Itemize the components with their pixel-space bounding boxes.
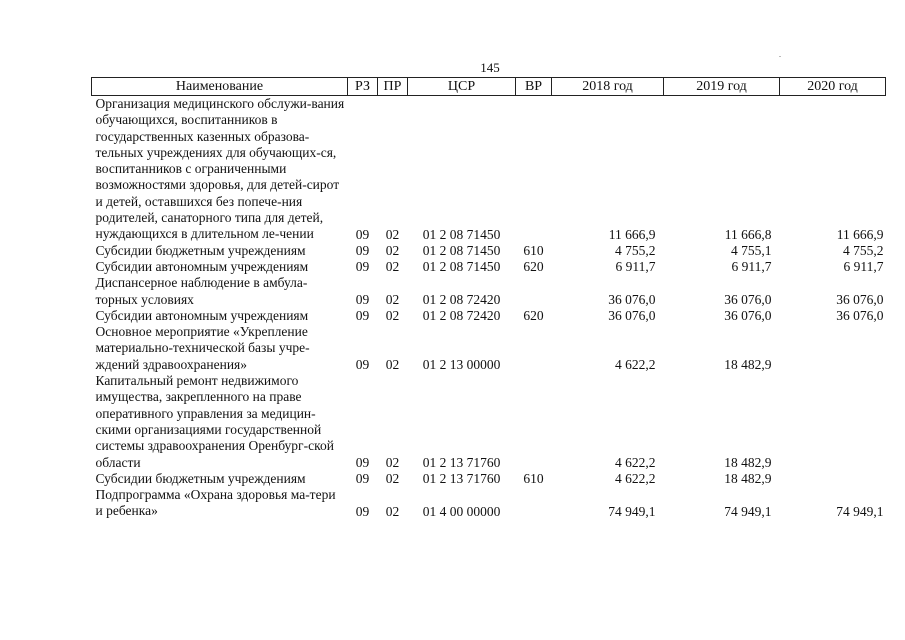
row-2018: 36 076,0 xyxy=(608,291,656,307)
row-csr: 01 2 08 71450 xyxy=(422,259,501,275)
row-2020: 74 949,1 xyxy=(836,503,884,519)
row-2019: 18 482,9 xyxy=(724,471,772,487)
row-rz: 09 xyxy=(355,242,370,258)
row-2019: 6 911,7 xyxy=(731,259,772,275)
row-2018: 36 076,0 xyxy=(608,308,656,324)
row-2019: 18 482,9 xyxy=(724,454,772,470)
table-row xyxy=(92,324,886,373)
row-2019: 36 076,0 xyxy=(724,308,772,324)
header-pr: ПР xyxy=(378,78,408,96)
row-pr: 02 xyxy=(385,471,400,487)
table-row xyxy=(92,275,886,308)
row-csr: 01 2 08 71450 xyxy=(422,242,501,258)
row-csr: 01 2 13 71760 xyxy=(422,454,501,470)
row-name: Организация медицинского обслужи-вания обучающихся, воспитанников в государственных казенных образова-тельных учреждениях для обучающих-ся, воспитанников с ограниченными возможностями здоровья, для детей-сирот и детей, оставшихся без попече-ния родителей, санаторного типа для детей, нуждающихся в длительном ле-чении xyxy=(95,96,345,242)
row-pr: 02 xyxy=(385,291,400,307)
table-row xyxy=(92,259,886,275)
row-csr: 01 2 13 00000 xyxy=(422,357,501,373)
row-2019: 36 076,0 xyxy=(724,291,772,307)
row-pr: 02 xyxy=(385,242,400,258)
table-row xyxy=(92,487,886,520)
row-pr: 02 xyxy=(385,308,400,324)
table-row xyxy=(92,308,886,324)
row-rz: 09 xyxy=(355,503,370,519)
row-pr: 02 xyxy=(385,357,400,373)
header-2020: 2020 год xyxy=(780,78,886,96)
row-csr: 01 4 00 00000 xyxy=(422,503,501,519)
row-vr: 620 xyxy=(523,259,544,275)
header-name: Наименование xyxy=(92,78,348,96)
header-csr: ЦСР xyxy=(408,78,516,96)
row-2018: 4 622,2 xyxy=(615,454,656,470)
row-2019: 11 666,8 xyxy=(724,226,772,242)
row-rz: 09 xyxy=(355,471,370,487)
row-2018: 6 911,7 xyxy=(615,259,656,275)
page-number: 145 xyxy=(480,60,500,75)
row-vr xyxy=(516,96,552,243)
row-name: Диспансерное наблюдение в амбула-торных условиях xyxy=(95,275,308,307)
row-2020 xyxy=(780,324,886,373)
header-rz: РЗ xyxy=(348,78,378,96)
row-pr: 02 xyxy=(385,259,400,275)
row-vr: 610 xyxy=(523,242,544,258)
header-2019: 2019 год xyxy=(664,78,780,96)
row-name: Субсидии автономным учреждениям xyxy=(95,258,309,274)
row-rz: 09 xyxy=(355,226,370,242)
header-vr: ВР xyxy=(516,78,552,96)
row-2019: 18 482,9 xyxy=(724,357,772,373)
row-vr xyxy=(516,487,552,520)
row-2018: 4 622,2 xyxy=(615,471,656,487)
budget-table xyxy=(91,77,886,520)
row-2020: 36 076,0 xyxy=(836,308,884,324)
scan-speck xyxy=(779,56,781,57)
row-2020 xyxy=(780,373,886,471)
row-2019: 4 755,1 xyxy=(731,242,772,258)
row-csr: 01 2 13 71760 xyxy=(422,471,501,487)
row-name: Подпрограмма «Охрана здоровья ма-тери и ребенка» xyxy=(95,487,336,519)
row-2019: 74 949,1 xyxy=(724,503,772,519)
row-2018: 4 755,2 xyxy=(615,242,656,258)
row-2018: 4 622,2 xyxy=(615,357,656,373)
row-2020: 6 911,7 xyxy=(843,259,884,275)
row-2020 xyxy=(780,471,886,487)
row-name: Субсидии бюджетным учреждениям xyxy=(95,242,306,258)
row-csr: 01 2 08 72420 xyxy=(422,291,501,307)
row-rz: 09 xyxy=(355,308,370,324)
row-name: Основное мероприятие «Укрепление материально-технической базы учре-ждений здравоохранения» xyxy=(95,324,310,372)
row-csr: 01 2 08 72420 xyxy=(422,308,501,324)
table-row xyxy=(92,471,886,487)
row-pr: 02 xyxy=(385,503,400,519)
row-pr: 02 xyxy=(385,226,400,242)
table-row xyxy=(92,243,886,259)
row-name: Субсидии бюджетным учреждениям xyxy=(95,470,306,486)
header-2018: 2018 год xyxy=(552,78,664,96)
row-2020: 4 755,2 xyxy=(843,242,884,258)
row-rz: 09 xyxy=(355,291,370,307)
row-2018: 74 949,1 xyxy=(608,503,656,519)
row-2018: 11 666,9 xyxy=(608,226,656,242)
row-pr: 02 xyxy=(385,454,400,470)
row-name: Субсидии автономным учреждениям xyxy=(95,307,309,323)
row-name: Капитальный ремонт недвижимого имущества, закрепленного на праве оперативного управления за медицин-скими организациями государственной системы здравоохранения Оренбург-ской области xyxy=(95,373,334,470)
table-row xyxy=(92,373,886,471)
row-vr xyxy=(516,275,552,308)
row-2020: 36 076,0 xyxy=(836,291,884,307)
row-rz: 09 xyxy=(355,259,370,275)
row-vr: 610 xyxy=(523,471,544,487)
row-2020: 11 666,9 xyxy=(836,226,884,242)
row-vr xyxy=(516,373,552,471)
row-rz: 09 xyxy=(355,357,370,373)
row-rz: 09 xyxy=(355,454,370,470)
row-vr: 620 xyxy=(523,308,544,324)
table-row xyxy=(92,96,886,243)
row-csr: 01 2 08 71450 xyxy=(422,226,501,242)
row-vr xyxy=(516,324,552,373)
table-header-row xyxy=(92,78,886,96)
